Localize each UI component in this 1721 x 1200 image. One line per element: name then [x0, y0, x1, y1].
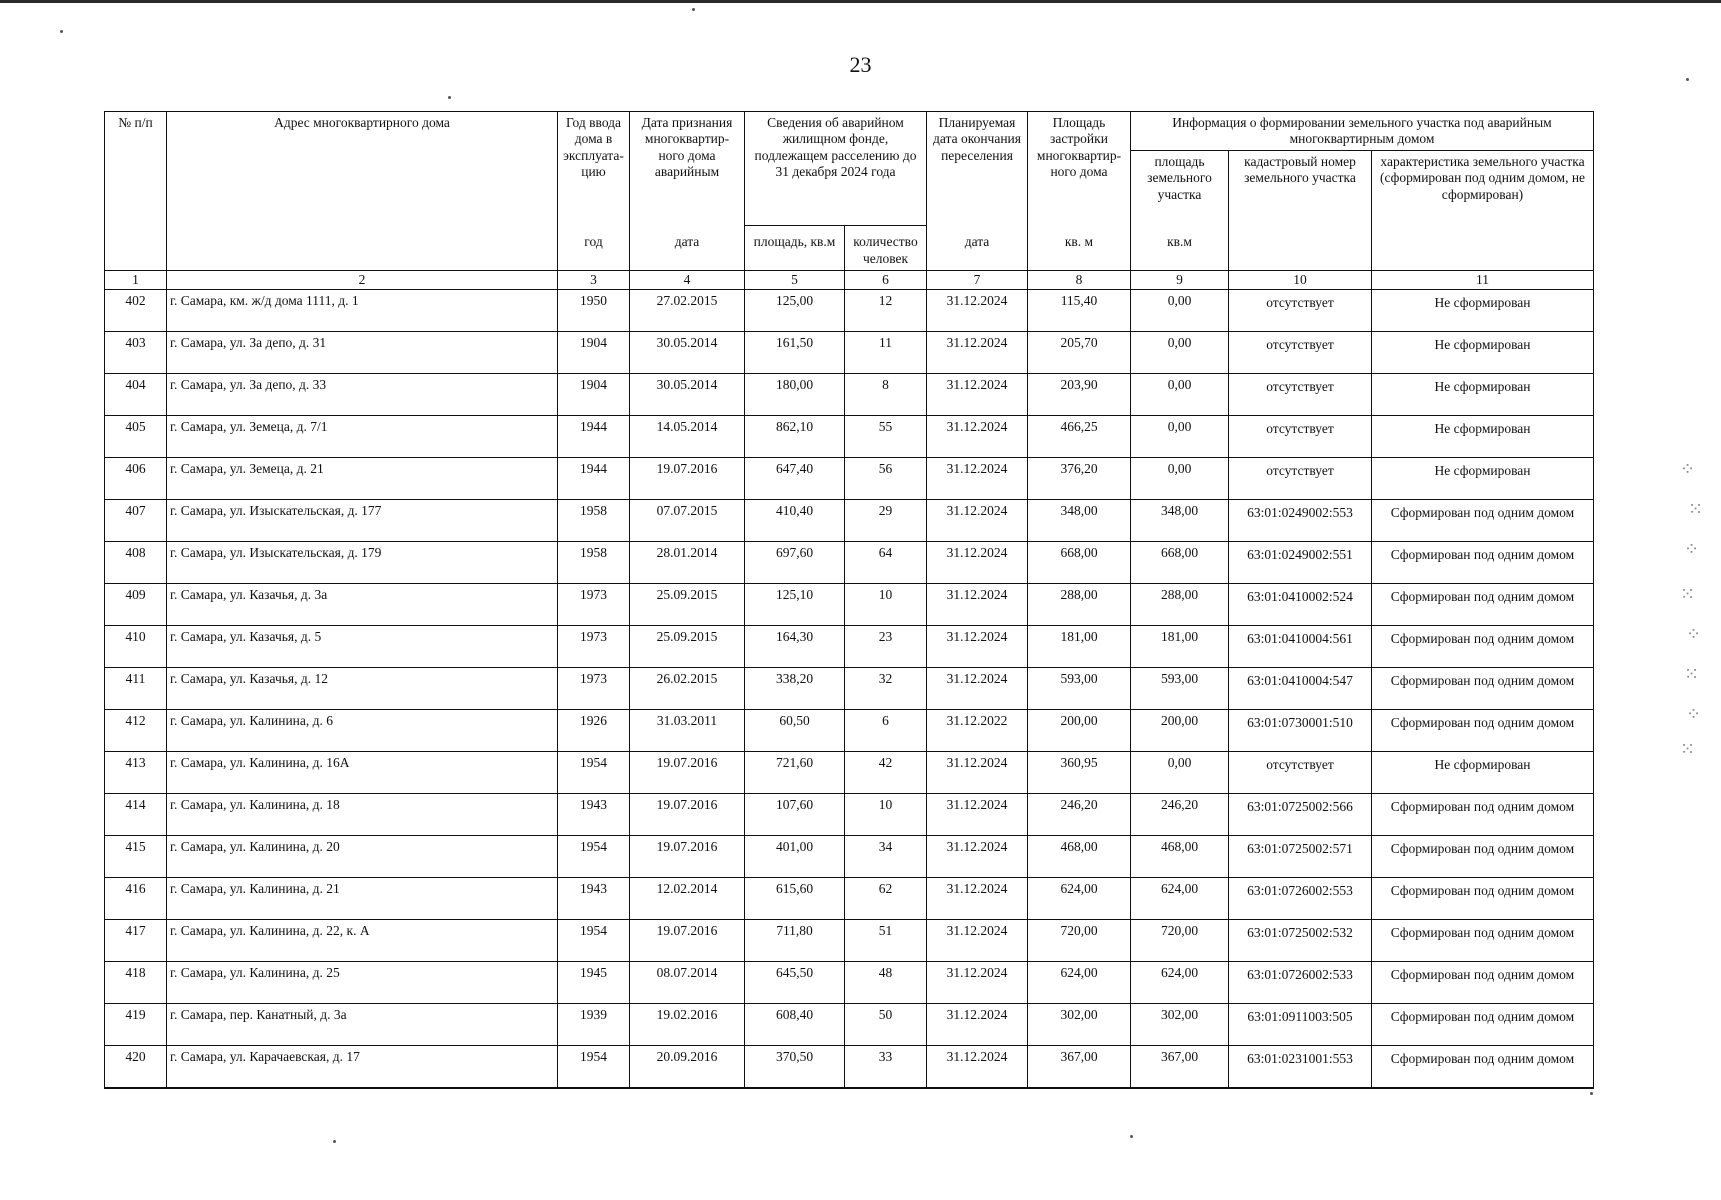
- cell-planned-date: 31.12.2024: [927, 752, 1028, 794]
- cell-planned-date: 31.12.2022: [927, 710, 1028, 752]
- table-row: [105, 920, 1594, 962]
- cell-area: 161,50: [745, 332, 845, 374]
- cell-year: 1954: [558, 920, 630, 962]
- cell-no: 406: [105, 458, 167, 500]
- cell-planned-date: 31.12.2024: [927, 542, 1028, 584]
- cell-land-char: Сформирован под одним домом: [1372, 794, 1594, 836]
- cell-year: 1939: [558, 1004, 630, 1046]
- cell-area: 180,00: [745, 374, 845, 416]
- scan-speck: [692, 8, 695, 11]
- cell-area: 608,40: [745, 1004, 845, 1046]
- column-number-row: [105, 270, 1594, 289]
- cell-building-area: 203,90: [1028, 374, 1131, 416]
- cell-people: 10: [845, 584, 927, 626]
- cell-year: 1973: [558, 668, 630, 710]
- table-row: [105, 794, 1594, 836]
- cell-address: г. Самара, пер. Канатный, д. 3а: [167, 1004, 558, 1046]
- cell-people: 42: [845, 752, 927, 794]
- column-number: 8: [1028, 270, 1131, 289]
- page-number: 23: [849, 52, 872, 77]
- cell-date-declared: 19.07.2016: [630, 836, 745, 878]
- cell-area: 615,60: [745, 878, 845, 920]
- cell-planned-date: 31.12.2024: [927, 1046, 1028, 1089]
- cell-area: 107,60: [745, 794, 845, 836]
- cell-building-area: 205,70: [1028, 332, 1131, 374]
- cell-land-char: Не сформирован: [1372, 416, 1594, 458]
- header-land-area: площадь земельного участка: [1131, 150, 1229, 226]
- cell-planned-date: 31.12.2024: [927, 500, 1028, 542]
- cell-cadastral: 63:01:0249002:551: [1229, 542, 1372, 584]
- unit-people: количество человек: [845, 226, 927, 271]
- cell-land-char: Сформирован под одним домом: [1372, 542, 1594, 584]
- cell-land-area: 0,00: [1131, 332, 1229, 374]
- cell-land-char: Сформирован под одним домом: [1372, 500, 1594, 542]
- cell-planned-date: 31.12.2024: [927, 794, 1028, 836]
- cell-date-declared: 25.09.2015: [630, 626, 745, 668]
- cell-date-declared: 19.07.2016: [630, 458, 745, 500]
- cell-area: 338,20: [745, 668, 845, 710]
- unit-land-area: кв.м: [1131, 226, 1229, 271]
- cell-cadastral: отсутствует: [1229, 458, 1372, 500]
- cell-date-declared: 25.09.2015: [630, 584, 745, 626]
- cell-address: г. Самара, ул. За депо, д. 33: [167, 374, 558, 416]
- cell-address: г. Самара, ул. Казачья, д. 12: [167, 668, 558, 710]
- column-number: 11: [1372, 270, 1594, 289]
- cell-land-char: Сформирован под одним домом: [1372, 878, 1594, 920]
- cell-date-declared: 19.07.2016: [630, 752, 745, 794]
- cell-year: 1945: [558, 962, 630, 1004]
- cell-year: 1958: [558, 500, 630, 542]
- cell-date-declared: 26.02.2015: [630, 668, 745, 710]
- cell-land-area: 0,00: [1131, 416, 1229, 458]
- table-row: [105, 626, 1594, 668]
- cell-area: 721,60: [745, 752, 845, 794]
- scan-speck: [333, 1140, 336, 1143]
- cell-year: 1973: [558, 584, 630, 626]
- cell-people: 55: [845, 416, 927, 458]
- cell-no: 412: [105, 710, 167, 752]
- cell-date-declared: 30.05.2014: [630, 374, 745, 416]
- cell-planned-date: 31.12.2024: [927, 626, 1028, 668]
- cell-land-char: Не сформирован: [1372, 290, 1594, 332]
- cell-building-area: 624,00: [1028, 962, 1131, 1004]
- cell-cadastral: отсутствует: [1229, 374, 1372, 416]
- cell-cadastral: 63:01:0410004:561: [1229, 626, 1372, 668]
- cell-no: 404: [105, 374, 167, 416]
- cell-address: г. Самара, ул. Калинина, д. 16А: [167, 752, 558, 794]
- cell-land-area: 348,00: [1131, 500, 1229, 542]
- cell-no: 407: [105, 500, 167, 542]
- cell-area: 370,50: [745, 1046, 845, 1089]
- cell-people: 6: [845, 710, 927, 752]
- cell-land-char: Сформирован под одним домом: [1372, 962, 1594, 1004]
- cell-building-area: 246,20: [1028, 794, 1131, 836]
- cell-no: 414: [105, 794, 167, 836]
- cell-area: 60,50: [745, 710, 845, 752]
- cell-land-area: 720,00: [1131, 920, 1229, 962]
- cell-year: 1926: [558, 710, 630, 752]
- cell-year: 1943: [558, 878, 630, 920]
- cell-area: 711,80: [745, 920, 845, 962]
- cell-year: 1944: [558, 416, 630, 458]
- scan-speck: [1590, 1092, 1593, 1095]
- cell-year: 1904: [558, 332, 630, 374]
- cell-building-area: 668,00: [1028, 542, 1131, 584]
- cell-date-declared: 20.09.2016: [630, 1046, 745, 1089]
- cell-land-char: Сформирован под одним домом: [1372, 920, 1594, 962]
- scan-mark: ⁙: [1684, 664, 1700, 684]
- header-no: № п/п: [105, 112, 167, 271]
- cell-date-declared: 19.07.2016: [630, 920, 745, 962]
- cell-cadastral: отсутствует: [1229, 752, 1372, 794]
- cell-area: 125,00: [745, 290, 845, 332]
- table-row: [105, 1004, 1594, 1046]
- cell-planned-date: 31.12.2024: [927, 920, 1028, 962]
- cell-no: 416: [105, 878, 167, 920]
- cell-no: 420: [105, 1046, 167, 1089]
- cell-building-area: 200,00: [1028, 710, 1131, 752]
- cell-planned-date: 31.12.2024: [927, 290, 1028, 332]
- cell-land-area: 246,20: [1131, 794, 1229, 836]
- cell-building-area: 593,00: [1028, 668, 1131, 710]
- cell-cadastral: отсутствует: [1229, 332, 1372, 374]
- cell-address: г. Самара, ул. Изыскательская, д. 177: [167, 500, 558, 542]
- cell-date-declared: 31.03.2011: [630, 710, 745, 752]
- cell-building-area: 466,25: [1028, 416, 1131, 458]
- cell-cadastral: отсутствует: [1229, 290, 1372, 332]
- cell-no: 410: [105, 626, 167, 668]
- column-number: 10: [1229, 270, 1372, 289]
- cell-cadastral: 63:01:0911003:505: [1229, 1004, 1372, 1046]
- cell-building-area: 288,00: [1028, 584, 1131, 626]
- cell-land-char: Не сформирован: [1372, 458, 1594, 500]
- cell-planned-date: 31.12.2024: [927, 668, 1028, 710]
- cell-land-area: 367,00: [1131, 1046, 1229, 1089]
- cell-building-area: 360,95: [1028, 752, 1131, 794]
- cell-address: г. Самара, ул. Калинина, д. 20: [167, 836, 558, 878]
- cell-no: 413: [105, 752, 167, 794]
- cell-no: 419: [105, 1004, 167, 1046]
- cell-land-area: 624,00: [1131, 962, 1229, 1004]
- cell-cadastral: 63:01:0725002:532: [1229, 920, 1372, 962]
- cell-land-char: Сформирован под одним домом: [1372, 626, 1594, 668]
- cell-land-area: 288,00: [1131, 584, 1229, 626]
- cell-no: 402: [105, 290, 167, 332]
- cell-building-area: 348,00: [1028, 500, 1131, 542]
- header-address: Адрес многоквартирного дома: [167, 112, 558, 271]
- cell-land-char: Сформирован под одним домом: [1372, 1004, 1594, 1046]
- cell-cadastral: 63:01:0725002:566: [1229, 794, 1372, 836]
- scan-speck: [1686, 78, 1689, 81]
- cell-planned-date: 31.12.2024: [927, 836, 1028, 878]
- emergency-housing-table: [104, 111, 1594, 1089]
- cell-planned-date: 31.12.2024: [927, 1004, 1028, 1046]
- cell-people: 50: [845, 1004, 927, 1046]
- cell-no: 411: [105, 668, 167, 710]
- cell-date-declared: 07.07.2015: [630, 500, 745, 542]
- cell-land-char: Не сформирован: [1372, 374, 1594, 416]
- cell-cadastral: 63:01:0410002:524: [1229, 584, 1372, 626]
- scan-speck: [1130, 1135, 1133, 1138]
- cell-land-area: 200,00: [1131, 710, 1229, 752]
- cell-planned-date: 31.12.2024: [927, 458, 1028, 500]
- scan-mark: ⁙: [1680, 584, 1696, 604]
- cell-cadastral: 63:01:0726002:533: [1229, 962, 1372, 1004]
- table-row: [105, 1046, 1594, 1089]
- cell-land-area: 0,00: [1131, 458, 1229, 500]
- cell-land-char: Сформирован под одним домом: [1372, 668, 1594, 710]
- cell-people: 64: [845, 542, 927, 584]
- cell-area: 645,50: [745, 962, 845, 1004]
- column-number: 3: [558, 270, 630, 289]
- table-row: [105, 416, 1594, 458]
- cell-planned-date: 31.12.2024: [927, 416, 1028, 458]
- cell-land-area: 0,00: [1131, 290, 1229, 332]
- cell-date-declared: 28.01.2014: [630, 542, 745, 584]
- table-row: [105, 542, 1594, 584]
- cell-address: г. Самара, ул. Калинина, д. 25: [167, 962, 558, 1004]
- table-row: [105, 500, 1594, 542]
- scan-mark: ⁘: [1680, 459, 1696, 479]
- cell-area: 401,00: [745, 836, 845, 878]
- header-emergency-info: Сведения об аварийном жилищном фонде, подлежащем расселению до 31 декабря 2024 года: [745, 112, 927, 226]
- cell-address: г. Самара, ул. Земеца, д. 7/1: [167, 416, 558, 458]
- cell-land-char: Сформирован под одним домом: [1372, 836, 1594, 878]
- cell-year: 1904: [558, 374, 630, 416]
- cell-year: 1954: [558, 1046, 630, 1089]
- cell-year: 1943: [558, 794, 630, 836]
- cell-cadastral: 63:01:0726002:553: [1229, 878, 1372, 920]
- scan-mark: ⁙: [1680, 739, 1696, 759]
- cell-planned-date: 31.12.2024: [927, 962, 1028, 1004]
- cell-area: 647,40: [745, 458, 845, 500]
- unit-year: год: [558, 226, 630, 271]
- cell-no: 405: [105, 416, 167, 458]
- cell-people: 34: [845, 836, 927, 878]
- table-body: [105, 290, 1594, 1089]
- cell-area: 164,30: [745, 626, 845, 668]
- table-row: [105, 458, 1594, 500]
- cell-address: г. Самара, ул. Калинина, д. 22, к. А: [167, 920, 558, 962]
- cell-land-char: Не сформирован: [1372, 332, 1594, 374]
- cell-building-area: 720,00: [1028, 920, 1131, 962]
- cell-land-area: 0,00: [1131, 374, 1229, 416]
- cell-no: 415: [105, 836, 167, 878]
- cell-area: 125,10: [745, 584, 845, 626]
- table-row: [105, 752, 1594, 794]
- cell-people: 62: [845, 878, 927, 920]
- column-number: 2: [167, 270, 558, 289]
- cell-land-area: 468,00: [1131, 836, 1229, 878]
- header-planned-date: Планируемая дата окончания переселения: [927, 112, 1028, 226]
- cell-land-area: 668,00: [1131, 542, 1229, 584]
- cell-people: 51: [845, 920, 927, 962]
- cell-address: г. Самара, ул. Калинина, д. 6: [167, 710, 558, 752]
- cell-building-area: 181,00: [1028, 626, 1131, 668]
- cell-date-declared: 27.02.2015: [630, 290, 745, 332]
- cell-address: г. Самара, ул. Казачья, д. 5: [167, 626, 558, 668]
- cell-cadastral: отсутствует: [1229, 416, 1372, 458]
- cell-planned-date: 31.12.2024: [927, 332, 1028, 374]
- cell-people: 56: [845, 458, 927, 500]
- cell-no: 417: [105, 920, 167, 962]
- scan-top-edge: [0, 0, 1721, 3]
- cell-people: 48: [845, 962, 927, 1004]
- cell-building-area: 115,40: [1028, 290, 1131, 332]
- unit-planned-date: дата: [927, 226, 1028, 271]
- cell-address: г. Самара, ул. Земеца, д. 21: [167, 458, 558, 500]
- scan-mark: ⁘: [1684, 539, 1700, 559]
- scan-mark: ⁘: [1686, 704, 1702, 724]
- cell-people: 32: [845, 668, 927, 710]
- cell-date-declared: 08.07.2014: [630, 962, 745, 1004]
- table-row: [105, 584, 1594, 626]
- column-number: 1: [105, 270, 167, 289]
- cell-cadastral: 63:01:0725002:571: [1229, 836, 1372, 878]
- cell-date-declared: 12.02.2014: [630, 878, 745, 920]
- cell-planned-date: 31.12.2024: [927, 584, 1028, 626]
- cell-year: 1954: [558, 836, 630, 878]
- unit-building-area: кв. м: [1028, 226, 1131, 271]
- cell-planned-date: 31.12.2024: [927, 374, 1028, 416]
- header-cadastral: кадастровый номер земельного участка: [1229, 150, 1372, 270]
- cell-people: 23: [845, 626, 927, 668]
- table-row: [105, 374, 1594, 416]
- cell-no: 408: [105, 542, 167, 584]
- cell-cadastral: 63:01:0730001:510: [1229, 710, 1372, 752]
- column-number: 9: [1131, 270, 1229, 289]
- cell-address: г. Самара, ул. Калинина, д. 18: [167, 794, 558, 836]
- cell-land-area: 624,00: [1131, 878, 1229, 920]
- table-row: [105, 962, 1594, 1004]
- table-row: [105, 668, 1594, 710]
- table-row: [105, 836, 1594, 878]
- cell-cadastral: 63:01:0410004:547: [1229, 668, 1372, 710]
- cell-people: 12: [845, 290, 927, 332]
- cell-people: 8: [845, 374, 927, 416]
- header-year: Год ввода дома в эксплуата-цию: [558, 112, 630, 226]
- cell-land-char: Сформирован под одним домом: [1372, 584, 1594, 626]
- column-number: 6: [845, 270, 927, 289]
- cell-date-declared: 19.07.2016: [630, 794, 745, 836]
- column-number: 7: [927, 270, 1028, 289]
- cell-area: 862,10: [745, 416, 845, 458]
- cell-address: г. Самара, ул. Калинина, д. 21: [167, 878, 558, 920]
- cell-year: 1973: [558, 626, 630, 668]
- cell-address: г. Самара, км. ж/д дома 1111, д. 1: [167, 290, 558, 332]
- header-building-area: Площадь застройки многоквартир-ного дома: [1028, 112, 1131, 226]
- table-row: [105, 710, 1594, 752]
- scan-speck: [448, 96, 451, 99]
- cell-building-area: 624,00: [1028, 878, 1131, 920]
- scan-mark: ⁘: [1686, 624, 1702, 644]
- cell-cadastral: 63:01:0249002:553: [1229, 500, 1372, 542]
- cell-land-area: 181,00: [1131, 626, 1229, 668]
- cell-building-area: 376,20: [1028, 458, 1131, 500]
- cell-land-char: Не сформирован: [1372, 752, 1594, 794]
- cell-planned-date: 31.12.2024: [927, 878, 1028, 920]
- scan-speck: [60, 30, 63, 33]
- cell-year: 1954: [558, 752, 630, 794]
- column-number: 4: [630, 270, 745, 289]
- table-row: [105, 878, 1594, 920]
- cell-land-char: Сформирован под одним домом: [1372, 1046, 1594, 1089]
- cell-people: 10: [845, 794, 927, 836]
- cell-date-declared: 30.05.2014: [630, 332, 745, 374]
- cell-no: 418: [105, 962, 167, 1004]
- cell-year: 1958: [558, 542, 630, 584]
- table-header: [105, 112, 1594, 290]
- table-row: [105, 332, 1594, 374]
- cell-no: 403: [105, 332, 167, 374]
- header-row: [105, 112, 1594, 151]
- cell-people: 11: [845, 332, 927, 374]
- header-date-declared: Дата признания многоквартир-ного дома аварийным: [630, 112, 745, 226]
- cell-building-area: 302,00: [1028, 1004, 1131, 1046]
- cell-date-declared: 14.05.2014: [630, 416, 745, 458]
- unit-area: площадь, кв.м: [745, 226, 845, 271]
- unit-date-declared: дата: [630, 226, 745, 271]
- cell-people: 33: [845, 1046, 927, 1089]
- cell-address: г. Самара, ул. Казачья, д. 3а: [167, 584, 558, 626]
- cell-cadastral: 63:01:0231001:553: [1229, 1046, 1372, 1089]
- cell-area: 410,40: [745, 500, 845, 542]
- cell-no: 409: [105, 584, 167, 626]
- cell-land-area: 593,00: [1131, 668, 1229, 710]
- column-number: 5: [745, 270, 845, 289]
- cell-year: 1950: [558, 290, 630, 332]
- cell-address: г. Самара, ул. За депо, д. 31: [167, 332, 558, 374]
- cell-address: г. Самара, ул. Изыскательская, д. 179: [167, 542, 558, 584]
- header-land-char: характеристика земельного участка (сформирован под одним домом, не сформирован): [1372, 150, 1594, 270]
- cell-date-declared: 19.02.2016: [630, 1004, 745, 1046]
- cell-address: г. Самара, ул. Карачаевская, д. 17: [167, 1046, 558, 1089]
- cell-area: 697,60: [745, 542, 845, 584]
- cell-building-area: 367,00: [1028, 1046, 1131, 1089]
- scan-mark: ⁙: [1688, 499, 1704, 519]
- table-row: [105, 290, 1594, 332]
- cell-land-area: 0,00: [1131, 752, 1229, 794]
- header-land-info: Информация о формировании земельного участка под аварийным многоквартирным домом: [1131, 112, 1594, 151]
- cell-people: 29: [845, 500, 927, 542]
- cell-building-area: 468,00: [1028, 836, 1131, 878]
- cell-land-char: Сформирован под одним домом: [1372, 710, 1594, 752]
- cell-year: 1944: [558, 458, 630, 500]
- cell-land-area: 302,00: [1131, 1004, 1229, 1046]
